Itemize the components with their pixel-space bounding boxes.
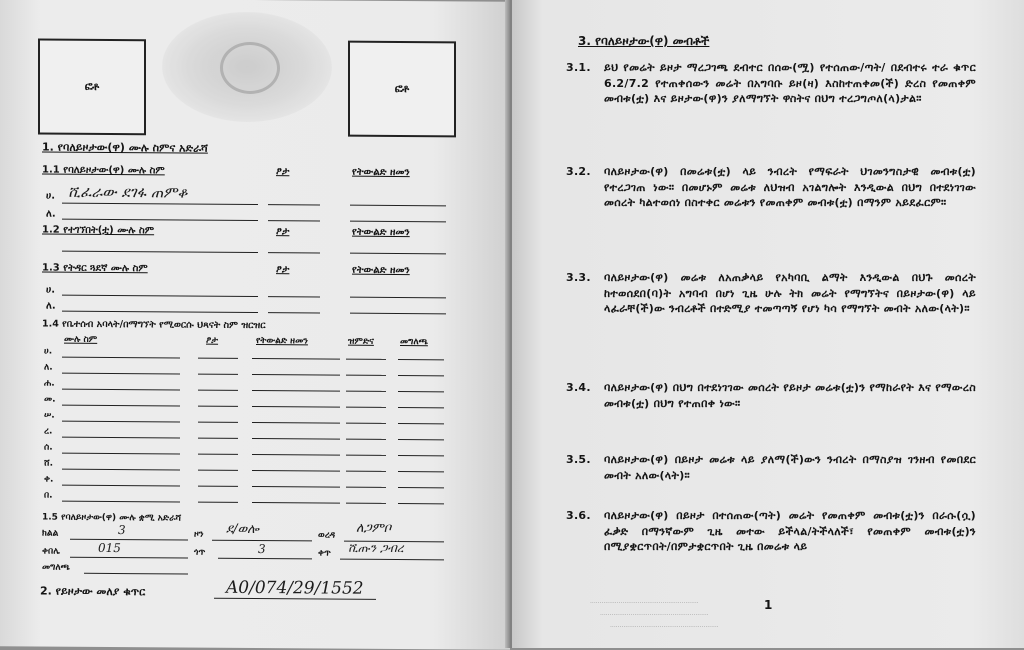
rights-clause [566,452,976,483]
sec15-label: 1.5 የባለይዞታው(ዋ) ሙሉ ቋሚ አድራሻ [42,512,182,524]
family-row-line [398,391,444,392]
family-row-line [198,390,238,391]
addr-region-label: ክልል [42,528,59,539]
sec11-row-u: ሀ. [46,190,56,202]
sec11-row-l: ለ. [46,208,56,220]
line [350,221,446,223]
watermark-line: ························································· [590,600,699,607]
family-row-line [252,390,340,392]
clause-number: 3.3. [566,271,591,284]
family-row-label: ሰ. [44,442,53,453]
family-row-line [198,406,238,407]
family-row-line [252,454,340,456]
family-row-line [346,375,386,376]
clause-text: ባለይዞታው(ዋ) በይዞታ መሬቱ ላይ ያለማ(ች)ውን ንብረት በማስያዝ ገንዘብ የመበደር መብት አለው(ላት)። [604,453,976,482]
family-row-line [252,422,340,424]
family-row-line [198,502,238,503]
family-row-label: መ. [44,394,56,405]
line [268,204,320,205]
official-seal [162,11,332,122]
sec13-row-l: ለ. [46,300,56,312]
family-row-line [346,359,386,360]
sec14-col-birth: የትውልድ ዘመን [256,336,308,347]
family-row-line [346,455,386,456]
family-row-line [398,439,444,440]
line [268,220,320,221]
photo-label-left: ፎቶ [84,79,100,93]
family-row-line [62,437,180,439]
sec13-gender-header: ፆታ [276,264,290,276]
line [62,295,258,297]
family-row-line [252,406,340,408]
watermark-line: ························································· [610,624,719,631]
sec12-id-header: የትውልድ ዘመን [352,226,410,239]
line [62,251,258,253]
addr-remark-label: መግለጫ [42,562,70,573]
line [350,253,446,255]
family-row-line [198,470,238,471]
family-row-line [252,470,340,472]
sec14-col-remark: መግለጫ [400,337,428,348]
line [350,297,446,299]
sec11-id-header: የትውልድ ዘመን [352,166,410,179]
line [70,539,188,541]
sec13-label: 1.3 የትዳር ጓደኛ ሙሉ ስም [42,262,148,275]
sec14-col-relation: ዝምድና [348,336,374,347]
addr-got-label: ጎጥ [194,547,206,558]
family-row-line [198,438,238,439]
family-row-line [252,502,340,504]
family-row-line [62,405,180,407]
family-row-line [62,421,180,423]
family-row-line [62,389,180,391]
family-row-line [398,503,444,504]
family-row-line [62,453,180,455]
family-row-line [198,422,238,423]
family-row-line [198,454,238,455]
family-row-label: ረ. [44,426,53,437]
line [340,559,444,561]
line [62,203,258,205]
photo-box-right [348,41,456,138]
family-row-line [62,357,180,359]
addr-got-value: 3 [258,542,266,557]
line [268,296,320,297]
family-row-line [398,423,444,424]
family-row-line [398,487,444,488]
family-row-label: ሀ. [44,346,53,357]
sec14-label: 1.4 የቤተሰብ አባላት/በማግኘት የሚወርሱ ህጻናት ስም ዝርዝር [42,318,266,332]
line [84,573,188,575]
clause-number: 3.5. [566,453,591,466]
family-row-line [398,359,444,360]
family-row-line [346,391,386,392]
addr-kebele-value: 015 [98,540,121,556]
section1-title: 1. የባለይዞታው(ዋ) ሙሉ ስምና አድራሻ [42,140,208,155]
sec12-label: 1.2 የተገኘበት(ቷ) ሙሉ ስም [42,224,155,237]
sec14-col-gender: ፆታ [206,335,219,346]
family-row-label: ሐ. [44,378,55,389]
sec12-gender-header: ፆታ [276,226,290,238]
family-row-line [62,469,180,471]
parcel-id-handwritten: A0/074/29/1552 [226,577,364,599]
family-row-line [198,374,238,375]
addr-house-label: ቀጥ [318,548,331,559]
sec13-row-u: ሀ. [46,284,56,296]
line [268,312,320,313]
line [350,205,446,207]
line [214,598,376,600]
family-row-label: ሸ. [44,458,54,469]
handwritten-holder-name: ሺፈራው ደገፋ ጠምቆ [68,182,188,202]
family-row-line [346,423,386,424]
page-number: 1 [764,598,773,612]
family-row-line [346,503,386,504]
rights-clause [566,270,976,317]
addr-kebele-label: ቀበሌ [42,546,60,557]
addr-region-value: 3 [118,523,126,538]
family-members-table [0,0,510,2]
family-row-line [398,375,444,376]
watermark-line: ························································· [600,612,709,619]
clause-number: 3.2. [566,165,591,178]
family-row-line [62,501,180,503]
family-row-line [346,407,386,408]
addr-zone-value: ደ/ወሎ [226,521,259,538]
family-row-line [62,485,180,487]
line [62,311,258,313]
line [350,313,446,315]
clause-number: 3.1. [566,61,591,74]
family-row-line [346,487,386,488]
family-row-line [252,486,340,488]
family-row-label: ቀ. [44,474,54,485]
family-row-line [252,374,340,376]
family-row-line [198,486,238,487]
addr-woreda-value: ለጋምቦ [356,520,392,536]
rights-clause [566,60,976,107]
sec14-col-name: ሙሉ ስም [64,334,98,345]
photo-box-left [38,38,146,135]
clause-number: 3.6. [566,509,591,522]
family-row-line [62,373,180,375]
family-row-line [346,471,386,472]
rights-clause [566,380,976,411]
line [218,558,312,560]
photo-label-right: ፎቶ [394,81,410,96]
family-row-line [252,358,340,360]
sec13-id-header: የትውልድ ዘመን [352,264,410,277]
section2-label: 2. የይዞታው መለያ ቁጥር [40,584,146,599]
family-row-line [252,438,340,440]
line [62,219,258,221]
family-row-line [198,358,238,359]
family-row-label: ሠ. [44,410,55,421]
left-page [0,0,510,650]
addr-house-value: ሺጡን ጋብረ [348,540,404,556]
family-row-line [398,471,444,472]
seal-emblem [220,42,280,94]
family-row-line [398,455,444,456]
clause-text: ባለይዞታው(ዋ) በህግ በተደነገገው መሰረት የይዞታ መሬቱ(ቷ)ን የማከራየት እና የማውረስ መብቱ(ቷ) በህግ የተጠበቀ ነው። [604,381,976,410]
rights-clause [566,164,976,211]
addr-zone-label: ዞን [194,529,204,540]
clause-text: ባለይዞታው(ዋ) በመሬቱ(ቷ) ላይ ንብረት የማፍራት ህገመንግስታዊ መብቱ(ቷ) የተረጋገጠ ነው። በመሆኑም መሬቱ ለህዝብ አገልግሎት እንዲውል በህግ በተደነገገው መሰረት ካልተወሰነ በስተቀር መሬቱን የመጠቀም መብቱ(ቷ) በማንም አይደፈርም። [604,165,976,209]
clause-number: 3.4. [566,381,591,394]
clause-text: ይህ የመሬት ይዞታ ማረጋገጫ ደብተር በሰው(ሟ) የተሰጠው/ጣት/ በደብተሩ ተራ ቁጥር 6.2/7.2 የተጠቀሰውን መሬት በአግባቡ ይዞ(ዛ) እስከተጠቀመ(ች) ድረስ የመጠቀም መብቱ(ቷ) እና ይዞታው(ዋ)ን ያለማግኘት ዋስትና በህግ ተረጋግጦለ(ላ)ታል። [604,61,976,105]
line [268,252,320,253]
family-row-label: ለ. [44,362,53,373]
rights-clause [566,508,976,555]
line [70,557,188,559]
family-row-label: በ. [44,490,53,501]
section3-title: 3. የባለይዞታው(ዋ) መብቶች [578,34,710,48]
sec11-label: 1.1 የባለይዞታው(ዋ) ሙሉ ስም [42,164,165,177]
family-row-line [398,407,444,408]
addr-woreda-label: ወረዳ [318,530,336,541]
clause-text: ባለይዞታው(ዋ) በይዞታ በተሰጠው(ጣት) መሬት የመጠቀም መብቱ(ቷ)ን በራሱ(ሷ) ፈቃድ በማንኛውም ጊዜ መተው ይችላል/ትችላለች፣ የመጠቀም መብቱ(ቷ)ን በሚያቋርጥበት/በምታቋርጥበት ጊዜ በመሬቱ ላይ [604,509,976,553]
sec11-gender-header: ፆታ [276,166,290,178]
clause-text: ባለይዞታው(ዋ) መሬቱ ለአጠቃላይ የአካባቢ ልማት እንዲውል በህጉ መሰረት ከተወሰደበ(ባ)ት አግባብ በሆነ ጊዜ ሁሉ ትክ መሬት የማግኘትና በይዞታው(ዋ) ላይ ላፈራቸ(ች)ው ንብረቶች በተድሚያ ተመጣጣኝ የሆነ ካሳ የማግኘት መብት አለው(ላት)። [604,271,976,315]
family-row-line [346,439,386,440]
